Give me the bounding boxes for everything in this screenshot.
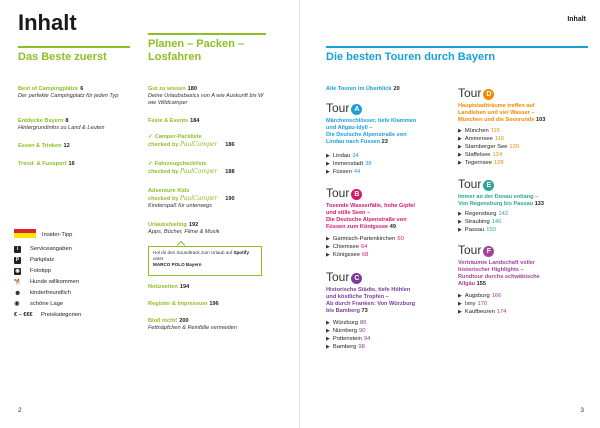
check-icon: ✓ bbox=[148, 161, 153, 167]
play-arrow-icon: ▶ bbox=[458, 152, 462, 158]
toc-entry[interactable]: Feste & Events 184 bbox=[148, 118, 200, 124]
tour-description[interactable]: Verträumte Landschaft voller historischer Highlights – Rundtour durchs schwäbische Allgäu 155 bbox=[458, 260, 540, 287]
play-arrow-icon: ▶ bbox=[458, 144, 462, 150]
play-arrow-icon: ▶ bbox=[326, 252, 330, 258]
tour-description[interactable]: Tosende Wasserfälle, hohe Gipfel und stille Seen – Die Deutsche Alpenstraße von Füssen zum Königssee 49 bbox=[326, 203, 415, 230]
play-arrow-icon: ▶ bbox=[458, 293, 462, 299]
play-arrow-icon: ▶ bbox=[458, 136, 462, 142]
tour-stop-item[interactable]: ▶ Augsburg 166 bbox=[458, 293, 502, 299]
tour-heading-d[interactable]: Tour D bbox=[458, 86, 494, 100]
tour-description[interactable]: Immer an der Donau entlang – Von Regensburg bis Passau 133 bbox=[458, 194, 545, 207]
play-arrow-icon: ▶ bbox=[326, 169, 330, 175]
page-number: 2 bbox=[18, 407, 22, 414]
section-rule-touren bbox=[326, 46, 588, 48]
play-arrow-icon: ▶ bbox=[326, 236, 330, 242]
tour-stop-item[interactable]: ▶ Straubing 146 bbox=[458, 219, 502, 225]
play-arrow-icon: ▶ bbox=[458, 160, 462, 166]
play-arrow-icon: ▶ bbox=[458, 219, 462, 225]
info-icon: i bbox=[14, 246, 21, 253]
tour-stop-item[interactable]: ▶ Nürnberg 90 bbox=[326, 328, 366, 334]
running-head: Inhalt bbox=[567, 16, 586, 23]
page-title: Inhalt bbox=[18, 10, 77, 35]
paulcamper-logo: PaulCamper bbox=[180, 141, 218, 149]
tour-heading-f[interactable]: Tour F bbox=[458, 243, 494, 257]
price-icon: € – €€€ bbox=[14, 312, 33, 318]
toc-entry[interactable]: ✓ Fahrzeugcheckliste checked by PaulCamper 188 bbox=[148, 161, 235, 176]
tour-stop-item[interactable]: ▶ Passau 150 bbox=[458, 227, 496, 233]
camera-icon: ◉ bbox=[15, 268, 20, 274]
tour-stop-item[interactable]: ▶ München 115 bbox=[458, 128, 500, 134]
tour-stop-item[interactable]: ▶ Staffelsee 124 bbox=[458, 152, 503, 158]
tour-badge-icon: E bbox=[483, 180, 494, 191]
tour-stop-item[interactable]: ▶ Chiemsee 64 bbox=[326, 244, 368, 250]
play-arrow-icon: ▶ bbox=[326, 344, 330, 350]
play-arrow-icon: ▶ bbox=[458, 309, 462, 315]
toc-entry[interactable]: Notizseiten 194 bbox=[148, 284, 190, 290]
tour-stop-item[interactable]: ▶ Isny 170 bbox=[458, 301, 488, 307]
toc-entry[interactable]: Best of Campingplätze 6 Der perfekte Campingplatz für jeden Typ bbox=[18, 86, 119, 100]
tour-description[interactable]: Historische Städte, tiefe Höhlen und köstliche Tropfen – Ab durch Franken: Von Würzburg bis Bamberg 73 bbox=[326, 287, 416, 314]
toc-entry[interactable]: Bloß nicht! 200 Fettnäpfchen & Reinfälle vermeiden bbox=[148, 318, 237, 332]
tour-stop-item[interactable]: ▶ Pottenstein 94 bbox=[326, 336, 371, 342]
tour-badge-icon: A bbox=[351, 104, 362, 115]
toc-entry[interactable]: Register & Impressum 196 bbox=[148, 301, 219, 307]
section-heading-best: Das Beste zuerst bbox=[18, 51, 107, 63]
parking-icon: P bbox=[15, 257, 20, 263]
play-arrow-icon: ▶ bbox=[326, 328, 330, 334]
tour-stop-item[interactable]: ▶ Ammersee 116 bbox=[458, 136, 505, 142]
tour-stop-item[interactable]: ▶ Kaufbeuren 174 bbox=[458, 309, 507, 315]
right-page bbox=[300, 0, 600, 428]
paulcamper-logo: PaulCamper bbox=[180, 168, 218, 176]
tour-stop-item[interactable]: ▶ Immenstadt 38 bbox=[326, 161, 372, 167]
tour-description[interactable]: Hauptstadtträume treffen auf Landleben und viel Wasser – München und die Seenrunde 103 bbox=[458, 103, 546, 123]
insider-tip-icon bbox=[14, 229, 36, 239]
dog-icon: 🐕 bbox=[14, 280, 22, 286]
tour-badge-icon: C bbox=[351, 273, 362, 284]
toc-entry[interactable]: Entdecke Bayern 8 Hintergrundinfos zu Land & Leuten bbox=[18, 118, 105, 132]
play-arrow-icon: ▶ bbox=[458, 301, 462, 307]
toc-entry[interactable]: Essen & Trinken 12 bbox=[18, 143, 70, 149]
toc-entry[interactable]: Alle Touren im Überblick 20 bbox=[326, 86, 400, 92]
tour-stop-item[interactable]: ▶ Lindau 34 bbox=[326, 153, 359, 159]
section-rule-planen bbox=[148, 33, 266, 35]
check-icon: ✓ bbox=[148, 134, 153, 140]
tour-stop-item[interactable]: ▶ Tegernsee 128 bbox=[458, 160, 504, 166]
play-arrow-icon: ▶ bbox=[326, 153, 330, 159]
section-heading-planen: Planen – Packen – Losfahren bbox=[148, 38, 244, 63]
play-arrow-icon: ▶ bbox=[458, 211, 462, 217]
spotify-callout: Hol dir den Soundtrack zum Urlaub auf Spotify unter MARCO POLO Bayern bbox=[148, 246, 262, 276]
toc-entry[interactable]: Urlaubsfeeling 192 Apps, Bücher, Filme & Musik bbox=[148, 222, 220, 236]
section-heading-touren: Die besten Touren durch Bayern bbox=[326, 51, 496, 63]
sun-icon: ✺ bbox=[14, 301, 20, 308]
play-arrow-icon: ▶ bbox=[458, 128, 462, 134]
tour-badge-icon: F bbox=[483, 246, 494, 257]
tour-stop-item[interactable]: ▶ Regensburg 142 bbox=[458, 211, 509, 217]
tour-stop-item[interactable]: ▶ Würzburg 86 bbox=[326, 320, 367, 326]
tour-stop-item[interactable]: ▶ Königssee 68 bbox=[326, 252, 369, 258]
tour-stop-item[interactable]: ▶ Bamberg 98 bbox=[326, 344, 365, 350]
section-rule-best bbox=[18, 46, 130, 48]
tour-stop-item[interactable]: ▶ Garmisch-Partenkirchen 60 bbox=[326, 236, 404, 242]
tour-heading-a[interactable]: Tour A bbox=[326, 101, 362, 115]
family-icon: ☻ bbox=[14, 290, 22, 297]
tour-stop-item[interactable]: ▶ Starnberger See 120 bbox=[458, 144, 520, 150]
page-number: 3 bbox=[580, 407, 584, 414]
tour-description[interactable]: Märchenschlösser, tiefe Klammen und Allgäu-Idyll – Die Deutsche Alpenstraße von Lindau nach Füssen 23 bbox=[326, 118, 417, 145]
tour-heading-b[interactable]: Tour B bbox=[326, 186, 362, 200]
play-arrow-icon: ▶ bbox=[458, 227, 462, 233]
play-arrow-icon: ▶ bbox=[326, 336, 330, 342]
tour-heading-c[interactable]: Tour C bbox=[326, 270, 362, 284]
play-arrow-icon: ▶ bbox=[326, 161, 330, 167]
tour-badge-icon: B bbox=[351, 189, 362, 200]
play-arrow-icon: ▶ bbox=[326, 244, 330, 250]
toc-entry[interactable]: ✓ Camper-Packliste checked by PaulCamper 186 bbox=[148, 134, 235, 149]
left-page: Inhalt Das Beste zuerst Best of Campingplätze 6 Der perfekte Campingplatz für jeden Typ Entdecke Bayern 8 Hintergrundinfos zu Land & Leuten Essen & Trinken 12 Trend- & Funsport 16 Planen – Packen – Losfahren Gut zu wissen 180 Deine Urlaubsbasics von A wie Auskunft bis W wie Wildcamper Feste & Events 184 ✓ Camper-Packliste checked by PaulCamper 186 ✓ Fahrzeugcheckliste checked by PaulCamper 188 Adventure Kids checked by PaulCamper 190 Kinderspaß für unterwegs Urlaubsfeeling 192 Apps, Bücher, Filme & Musik Hol dir den Soundtrack zum Urlaub auf Spotify unter MARCO POLO Bayern Notizseiten 194 Register & Impressum 196 Bloß nicht! 200 Fettnäpfchen & Reinfälle vermeiden Insider-Tipp i Serviceangaben P Parkplatz ◉ Fototipp 🐕 Hunde willkommen ☻ kinderfreundlich ✺ schöne Lage € – €€€ Preiskategorien 2 bbox=[0, 0, 300, 428]
tour-heading-e[interactable]: Tour E bbox=[458, 177, 494, 191]
toc-entry[interactable]: Adventure Kids checked by PaulCamper 190 Kinderspaß für unterwegs bbox=[148, 188, 235, 210]
play-arrow-icon: ▶ bbox=[326, 320, 330, 326]
paulcamper-logo: PaulCamper bbox=[180, 195, 218, 203]
tour-badge-icon: D bbox=[483, 89, 494, 100]
toc-entry[interactable]: Trend- & Funsport 16 bbox=[18, 161, 75, 167]
toc-entry[interactable]: Gut zu wissen 180 Deine Urlaubsbasics von A wie Auskunft bis W wie Wildcamper bbox=[148, 86, 264, 107]
tour-stop-item[interactable]: ▶ Füssen 44 bbox=[326, 169, 361, 175]
